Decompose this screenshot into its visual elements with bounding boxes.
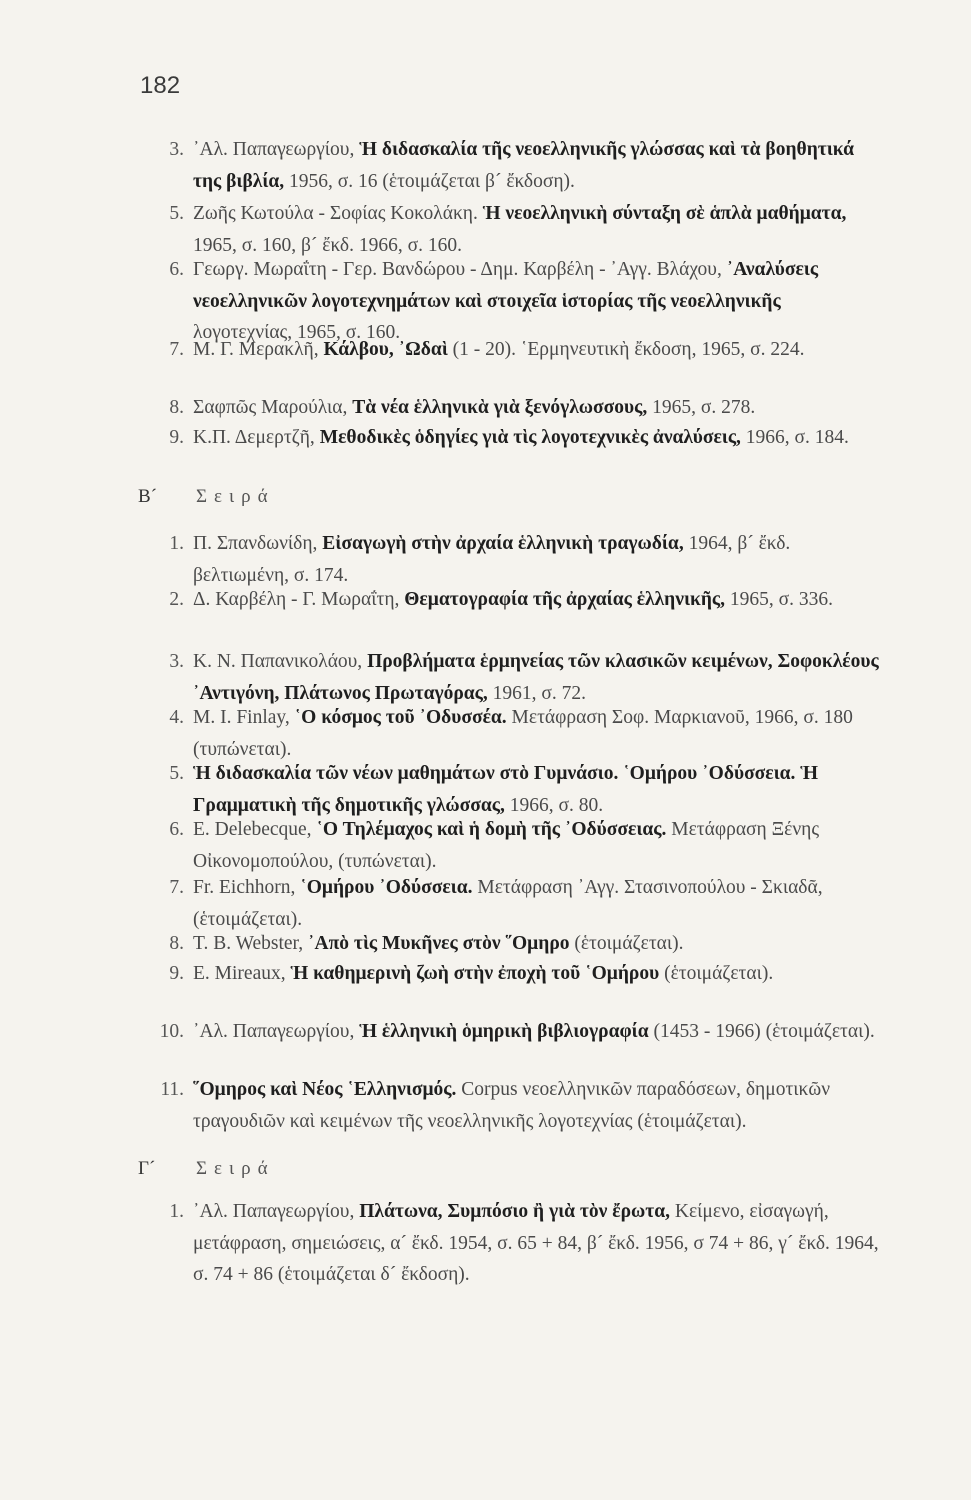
entry-number: 8.	[169, 397, 184, 418]
bibliography-entry	[150, 928, 880, 960]
bibliography-entry	[150, 1074, 880, 1137]
entry-details: 1965, σ. 160, β´ ἔκδ. 1966, σ. 160.	[193, 234, 462, 256]
bibliography-entry	[150, 646, 880, 709]
entry-title: Ἡ ἑλληνικὴ ὁμηρικὴ βιβλιογραφία	[359, 1021, 654, 1042]
entry-author: Κ.Π. Δεμερτζῆ,	[193, 427, 320, 448]
entry-author: Π. Σπανδωνίδη,	[193, 533, 323, 554]
entry-details: (1 - 20). ῾Ερμηνευτικὴ ἔκδοση, 1965, σ. 224.	[452, 339, 805, 360]
entry-details: Κείμενο, εἰσαγωγή, μετάφραση, σημειώσεις, α´ ἔκδ. 1954, σ. 65 + 84, β´ ἔκδ. 1956, σ 74 + 86, γ´ ἔκδ. 1964, σ. 74 + 86 (ἑτοιμάζεται δ´ ἔκδοση).	[193, 1201, 879, 1285]
entry-title: Μεθοδικὲς ὁδηγίες γιὰ τὶς λογοτεχνικὲς ἀναλύσεις,	[319, 427, 746, 448]
bibliography-entry	[150, 528, 880, 591]
entry-number: 6.	[169, 819, 184, 840]
entry-number: 2.	[169, 589, 184, 610]
entry-title: ῞Ομηρος καὶ Νέος ῾Ελληνισμός.	[193, 1079, 462, 1100]
entry-author: Fr. Eichhorn,	[193, 877, 301, 898]
entry-author: T. B. Webster,	[193, 933, 308, 954]
entry-number: 10.	[159, 1021, 184, 1042]
bibliography-entry	[150, 198, 880, 261]
entry-details: 1966, σ. 80.	[509, 794, 604, 816]
entry-number: 8.	[169, 933, 184, 954]
entry-author: ᾿Αλ. Παπαγεωργίου,	[193, 139, 360, 160]
bibliography-entry	[150, 1196, 880, 1291]
bibliography-entry	[150, 702, 880, 765]
entry-title: ᾿Αναλύσεις νεοελληνικῶν λογοτεχνημάτων καὶ στοιχεῖα ἱστορίας τῆς νεοελληνικῆς	[193, 259, 819, 312]
entry-details: 1964, β´ ἔκδ. βελτιωμένη, σ. 174.	[193, 533, 791, 586]
entry-author: Μ. Ι. Finlay,	[193, 707, 295, 728]
entry-details: 1956, σ. 16 (ἑτοιμάζεται β´ ἔκδοση).	[289, 170, 575, 192]
bibliography-entry	[150, 584, 880, 616]
series-mark: Γ´	[138, 1158, 156, 1179]
entry-number: 7.	[169, 877, 184, 898]
series-heading	[138, 1158, 275, 1180]
entry-number: 5.	[169, 203, 184, 224]
entry-title: Κάλβου, ᾿Ωδαὶ	[323, 339, 453, 360]
entry-details: Μετάφραση ᾿Αγγ. Στασινοπούλου - Σκιαδᾶ, (ἑτοιμάζεται).	[193, 877, 823, 930]
entry-title: Εἰσαγωγὴ στὴν ἀρχαία ἑλληνικὴ τραγωδία,	[322, 533, 689, 554]
series-mark: Β´	[138, 486, 157, 507]
bibliography-entry	[150, 422, 880, 454]
bibliography-entry	[150, 958, 880, 990]
entry-title: Ἡ διδασκαλία τῶν νέων μαθημάτων στὸ Γυμνάσιο. ῾Ομήρου ᾿Οδύσσεια. Ἡ Γραμματικὴ τῆς δημοτικῆς γλώσσας,	[193, 763, 819, 816]
entry-author: ᾿Αλ. Παπαγεωργίου,	[193, 1201, 360, 1222]
entry-author: Μ. Γ. Μερακλῆ,	[193, 339, 324, 360]
entry-author: Γεωργ. Μωραΐτη - Γερ. Βανδώρου - Δημ. Καρβέλη - ᾿Αγγ. Βλάχου,	[193, 259, 727, 280]
page-number: 182	[140, 72, 181, 99]
entry-author: E. Delebecque,	[193, 819, 317, 840]
bibliography-entry	[150, 392, 880, 424]
entry-title: Ἡ καθημερινὴ ζωὴ στὴν ἐποχὴ τοῦ ῾Ομήρου	[290, 963, 665, 984]
entry-number: 4.	[169, 707, 184, 728]
entry-author: Σαφπῶς Μαρούλια,	[193, 397, 353, 418]
entry-details: Corpus νεοελληνικῶν παραδόσεων, δημοτικῶν τραγουδιῶν καὶ κειμένων τῆς νεοελληνικῆς λογοτεχνίας (ἑτοιμάζεται).	[193, 1079, 831, 1132]
entry-author: E. Mireaux,	[193, 963, 291, 984]
entry-number: 11.	[160, 1079, 184, 1100]
entry-author: Κ. Ν. Παπανικολάου,	[193, 651, 368, 672]
entry-number: 1.	[169, 1201, 184, 1222]
entry-details: Μετάφραση Ξένης Οἰκονομοπούλου, (τυπώνεται).	[193, 819, 820, 872]
entry-title: Πλάτωνα, Συμπόσιο ἢ γιὰ τὸν ἔρωτα,	[359, 1201, 675, 1222]
bibliography-entry	[150, 814, 880, 877]
entry-number: 7.	[169, 339, 184, 360]
entry-details: Μετάφραση Σοφ. Μαρκιανοῦ, 1966, σ. 180 (τυπώνεται).	[193, 707, 853, 760]
entry-title: Προβλήματα ἑρμηνείας τῶν κλασικῶν κειμένων, Σοφοκλέους ᾿Αντιγόνη, Πλάτωνος Πρωταγόρας,	[193, 651, 879, 704]
bibliography-entry	[150, 872, 880, 935]
entry-author: Ζωῆς Κωτούλα - Σοφίας Κοκολάκη.	[193, 203, 483, 224]
entry-details: (ἑτοιμάζεται).	[574, 933, 684, 954]
entry-details: λογοτεχνίας, 1965, σ. 160.	[193, 322, 401, 343]
entry-author: Δ. Καρβέλη - Γ. Μωραΐτη,	[193, 589, 405, 610]
entry-details: (1453 - 1966) (ἑτοιμάζεται).	[653, 1021, 875, 1042]
entry-details: 1965, σ. 336.	[729, 589, 834, 610]
entry-title: ῾Ο Τηλέμαχος καὶ ἡ δομὴ τῆς ᾿Οδύσσειας.	[316, 819, 672, 840]
entry-number: 3.	[169, 139, 184, 160]
bibliography-entry	[150, 1016, 880, 1048]
entry-number: 9.	[169, 427, 184, 448]
entry-number: 5.	[169, 763, 184, 784]
entry-details: 1966, σ. 184.	[745, 427, 849, 448]
bibliography-entry	[150, 758, 880, 821]
entry-title: Θεματογραφία τῆς ἀρχαίας ἑλληνικῆς,	[404, 589, 730, 610]
entry-title: Τὰ νέα ἑλληνικὰ γιὰ ξενόγλωσσους,	[352, 397, 653, 418]
entry-number: 1.	[169, 533, 184, 554]
entry-details: 1965, σ. 278.	[652, 397, 756, 418]
entry-number: 6.	[169, 259, 184, 280]
entry-title: ᾿Απὸ τὶς Μυκῆνες στὸν ῞Ομηρο	[308, 933, 575, 954]
series-title: Σειρά	[196, 486, 275, 507]
entry-title: ῾Ομήρου ᾿Οδύσσεια.	[300, 877, 478, 898]
series-heading	[138, 486, 275, 508]
entry-title: Ἡ διδασκαλία τῆς νεοελληνικῆς γλώσσας καὶ τὰ βοηθητικά της βιβλία,	[193, 139, 854, 192]
entry-details: (ἑτοιμάζεται).	[664, 963, 774, 984]
bibliography-entry	[150, 334, 880, 366]
entry-details: 1961, σ. 72.	[492, 682, 587, 704]
series-title: Σειρά	[196, 1158, 275, 1179]
entry-number: 9.	[169, 963, 184, 984]
entry-title: ῾Ο κόσμος τοῦ ᾿Οδυσσέα.	[294, 707, 512, 728]
entry-number: 3.	[169, 651, 184, 672]
entry-title: Ἡ νεοελληνικὴ σύνταξη σὲ ἁπλὰ μαθήματα,	[482, 203, 847, 224]
bibliography-entry	[150, 134, 880, 197]
entry-author: ᾿Αλ. Παπαγεωργίου,	[193, 1021, 360, 1042]
